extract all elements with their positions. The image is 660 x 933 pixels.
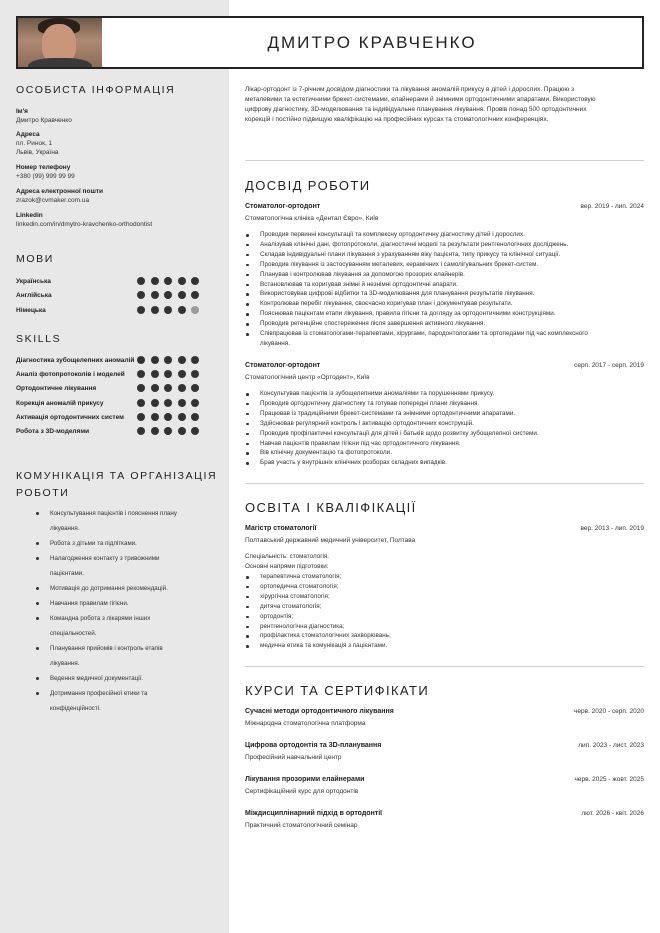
skills-title: SKILLS: [16, 333, 62, 345]
bullet-item: Проводив профілактичні консультації для дітей і батьків щодо розвитку зубощелепної системи.: [260, 429, 644, 439]
summary: [245, 85, 644, 125]
rating-dot: [164, 384, 172, 392]
rating-dot: [137, 277, 145, 285]
rating-dot: [137, 427, 145, 435]
bullet-item: дитяча стоматологія;: [260, 602, 640, 612]
course-org: Практичний стоматологічний семінар: [245, 822, 358, 829]
rating-dot: [164, 356, 172, 364]
course-name: Міждисциплінарний підхід в ортодонтії: [245, 810, 383, 817]
education-directions-label: Основні напрями підготовки:: [245, 562, 329, 570]
address-label: Адреса: [16, 131, 40, 138]
bullet-item: ортодонтія;: [260, 612, 640, 622]
communication-item: лікування.: [50, 525, 80, 532]
email-value[interactable]: zrazok@cvmaker.com.ua: [16, 197, 90, 204]
profile-photo: [18, 18, 102, 67]
bullet-item: Співпрацював із стоматологами-терапевтами, хірургами, пародонтологами та ортопедами під час комплексного: [260, 329, 644, 339]
rating-dot: [151, 277, 159, 285]
rating-dot: [191, 370, 199, 378]
rating-dot: [151, 370, 159, 378]
personal-info-title: ОСОБИСТА ІНФОРМАЦІЯ: [16, 84, 176, 96]
rating-dot: [164, 370, 172, 378]
rating-label: Німецька: [16, 306, 46, 314]
job-header: [245, 203, 644, 213]
communication-title: [16, 470, 217, 499]
rating-dot: [151, 413, 159, 421]
job-company: Стоматологічна клініка «Дентал Євро», Київ: [245, 215, 379, 222]
job-bullets: [260, 389, 644, 468]
bullet-item: Проводив ретенційне спостереження після завершення активного лікування.: [260, 319, 644, 329]
communication-item: Мотивація до дотримання рекомендацій.: [36, 581, 206, 596]
bullet-item: Консультував пацієнтів із зубощелепними аномаліями та порушеннями прикусу.: [260, 389, 644, 399]
communication-item: Консультування пацієнтів і пояснення плану: [36, 506, 206, 521]
rating-dot: [137, 306, 145, 314]
rating-dot: [178, 413, 186, 421]
rating-dot: [178, 291, 186, 299]
personal-address-block: [16, 130, 59, 157]
course-date: черв. 2025 - жовт. 2025: [574, 776, 644, 783]
rating-dot: [178, 277, 186, 285]
communication-item: спеціальностей.: [50, 630, 97, 637]
rating-dot: [137, 384, 145, 392]
rating-dot: [191, 291, 199, 299]
rating-dot: [151, 356, 159, 364]
communication-item: лікування.: [50, 660, 80, 667]
communication-item: Навчання правилам гігієни.: [36, 596, 206, 611]
rating-dots: [137, 306, 205, 324]
rating-label: Активація ортодонтичних систем: [16, 413, 124, 421]
rating-dot: [151, 384, 159, 392]
education-header: [245, 525, 644, 535]
course-date: лип. 2023 - лист. 2023: [578, 742, 644, 749]
rating-dot: [151, 306, 159, 314]
course-name: Цифрова ортодонтія та 3D-планування: [245, 742, 382, 749]
linkedin-label: Linkedin: [16, 212, 43, 219]
course-header: [245, 708, 644, 718]
summary-line: корекцій і постійно підвищую кваліфікацію на професійних курсах та стоматологічних конференціях.: [245, 116, 549, 123]
course-header: [245, 810, 644, 820]
bullet-item: Пояснював пацієнтам етапи лікування, правила гігієни та догляду за ортодонтичними конструкціями.: [260, 309, 644, 319]
education-school: Полтавський державний медичний університет, Полтава: [245, 537, 416, 544]
rating-dot: [164, 413, 172, 421]
rating-dot: [164, 306, 172, 314]
rating-row: [16, 356, 206, 366]
rating-row: [16, 413, 206, 423]
communication-item: пацієнтами.: [50, 570, 84, 577]
course-org: Міжнародна стоматологічна платформа: [245, 720, 366, 727]
course-name: Сучасні методи ортодонтичного лікування: [245, 708, 394, 715]
rating-row: [16, 399, 206, 409]
rating-dot: [191, 384, 199, 392]
bullet-item: Використовував цифрові відбитки та 3D-моделювання для планування результатів лікування.: [260, 289, 644, 299]
rating-dot: [178, 427, 186, 435]
education-details: [245, 552, 329, 572]
summary-line: Лікар-ортодонт із 7-річним досвідом діагностики та лікування аномалій прикусу в дітей і дорослих. Працюю з: [245, 86, 575, 93]
rating-row: [16, 427, 206, 437]
course-date: черв. 2020 - серп. 2020: [574, 708, 644, 715]
rating-row: [16, 370, 206, 380]
rating-dot: [164, 291, 172, 299]
rating-dot: [178, 370, 186, 378]
summary-line: металевими та естетичними брекет-системами, елайнерами й знімними ортодонтичними апаратами. Використовую: [245, 96, 596, 103]
rating-dot: [178, 356, 186, 364]
bullet-item: Навчав пацієнтів правилам гігієни під час ортодонтичного лікування.: [260, 439, 644, 449]
bullet-item: Проводив ортодонтичну діагностику та готував попередні плани лікування.: [260, 399, 644, 409]
bullet-item: Аналізував клінічні дані, фотопротоколи, діагностичні моделі та результати рентгенологічних досліджень.: [260, 240, 644, 250]
phone-value: +380 (99) 999 99 99: [16, 173, 75, 180]
rating-dot: [151, 291, 159, 299]
job-bullets: [260, 230, 644, 349]
bullet-item: лікування.: [260, 339, 290, 347]
rating-dot: [191, 399, 199, 407]
communication-list: [36, 506, 206, 716]
education-specialty: Спеціальність: стоматологія.: [245, 553, 330, 560]
course-header: [245, 742, 644, 752]
communication-item: Командна робота з лікарями інших: [36, 611, 206, 626]
job-date: вер. 2019 - лип. 2024: [580, 203, 644, 210]
linkedin-value[interactable]: linkedin.com/in/dmytro-kravchenko-orthodontist: [16, 221, 153, 228]
rating-dot: [164, 399, 172, 407]
job-header: [245, 362, 644, 372]
rating-row: [16, 306, 206, 316]
rating-label: Робота з 3D-моделями: [16, 428, 90, 435]
course-date: лют. 2026 - квіт. 2026: [581, 810, 644, 817]
education-title: ОСВІТА І КВАЛІФІКАЦІЇ: [245, 500, 417, 515]
summary-line: цифрову діагностику, 3D-моделювання та індивідуальне планування лікування. Провів понад 500 ортодонтичних: [245, 106, 587, 113]
bullet-item: Працював із традиційними брекет-системами та знімними ортодонтичними апаратами.: [260, 409, 644, 419]
rating-dot: [178, 399, 186, 407]
communication-item: Планування прийомів і контроль етапів: [36, 641, 206, 656]
rating-label: Ортодонтичне лікування: [16, 385, 97, 393]
bullet-item: профілактика стоматологічних захворювань;: [260, 631, 640, 641]
bullet-item: хірургічна стоматологія;: [260, 592, 640, 602]
communication-item: Робота з дітьми та підлітками.: [36, 536, 206, 551]
personal-phone-block: [16, 163, 75, 181]
rating-row: [16, 277, 206, 287]
rating-dot: [191, 413, 199, 421]
header: [16, 16, 644, 69]
rating-dot: [137, 399, 145, 407]
rating-row: [16, 291, 206, 301]
course-name: Лікування прозорими елайнерами: [245, 776, 365, 783]
course-header: [245, 776, 644, 786]
bullet-item: Проводив первинні консультації та комплексну ортодонтичну діагностику дітей і дорослих.: [260, 230, 644, 240]
education-degree: Магістр стоматології: [245, 525, 317, 532]
address-line1: пл. Ринок, 1: [16, 140, 53, 147]
rating-dot: [191, 277, 199, 285]
phone-label: Номер телефону: [16, 164, 71, 171]
rating-dot: [137, 413, 145, 421]
rating-dot: [137, 291, 145, 299]
rating-label: Аналіз фотопротоколів і моделей: [16, 371, 125, 379]
bullet-item: Проводив лікування із застосуванням металевих, керамічних і самолігувальних брекет-систем.: [260, 260, 644, 270]
job-company: Стоматологічний центр «Ортодент», Київ: [245, 374, 370, 381]
divider: [245, 666, 644, 667]
rating-dots: [137, 427, 205, 445]
bullet-item: Складав індивідуальні плани лікування з урахуванням віку пацієнта, типу прикусу та клінічної ситуації.: [260, 250, 644, 260]
rating-dot: [151, 427, 159, 435]
bullet-item: Контролював перебіг лікування, своєчасно коригував план і документував результати.: [260, 299, 644, 309]
divider: [245, 483, 644, 484]
rating-dot: [191, 356, 199, 364]
job-role: Стоматолог-ортодонт: [245, 362, 321, 369]
personal-email-block: [16, 187, 103, 205]
communication-item: Налагодження контакту з тривожними: [36, 551, 206, 566]
communication-item: Ведення медичної документації.: [36, 671, 206, 686]
rating-label: Діагностика зубощелепних аномалій: [16, 357, 135, 364]
job-date: серп. 2017 - серп. 2019: [574, 362, 644, 369]
experience-title: ДОСВІД РОБОТИ: [245, 178, 371, 193]
rating-dot: [151, 399, 159, 407]
education-directions: [260, 572, 640, 651]
bullet-item: Встановлював та коригував знімні й незнімні ортодонтичні апарати.: [260, 280, 644, 290]
name-value: Дмитро Кравченко: [16, 117, 72, 124]
communication-title-line1: КОМУНІКАЦІЯ ТА ОРГАНІЗАЦІЯ: [16, 470, 218, 482]
communication-title-line2: РОБОТИ: [16, 487, 70, 499]
personal-linkedin-block: [16, 211, 152, 229]
rating-dot: [178, 306, 186, 314]
course-org: Сертифікаційний курс для ортодонтів: [245, 788, 359, 795]
rating-dot: [191, 306, 199, 314]
bullet-item: рентгенологічна діагностика;: [260, 622, 640, 632]
rating-label: Корекція аномалій прикусу: [16, 399, 104, 407]
candidate-name: ДМИТРО КРАВЧЕНКО: [267, 33, 477, 52]
languages-title: МОВИ: [16, 253, 54, 265]
bullet-item: терапевтична стоматологія;: [260, 572, 640, 582]
rating-dot: [164, 277, 172, 285]
bullet-item: Планував і контролював лікування за допомогою прозорих елайнерів.: [260, 270, 644, 280]
rating-label: Українська: [16, 278, 51, 285]
bullet-item: Вів клінічну документацію та фотопротоколи.: [260, 448, 644, 458]
rating-dot: [191, 427, 199, 435]
rating-dot: [178, 384, 186, 392]
bullet-item: Брав участь у внутрішніх клінічних розборах складних випадків.: [260, 458, 644, 468]
divider: [245, 160, 644, 161]
address-line2: Львів, Україна: [16, 149, 59, 156]
email-label: Адреса електронної пошти: [16, 188, 104, 195]
education-date: вер. 2013 - лип. 2019: [580, 525, 644, 532]
communication-item: конфіденційності.: [50, 705, 101, 712]
bullet-item: ортопедична стоматологія;: [260, 582, 640, 592]
name-label: Ім'я: [16, 108, 28, 115]
bullet-item: Здійснював регулярний контроль і активацію ортодонтичних конструкцій.: [260, 419, 644, 429]
rating-dot: [137, 370, 145, 378]
rating-dot: [137, 356, 145, 364]
job-role: Стоматолог-ортодонт: [245, 203, 321, 210]
rating-dot: [164, 427, 172, 435]
communication-item: Дотримання професійної етики та: [36, 686, 206, 701]
course-org: Професійний навчальний центр: [245, 754, 342, 761]
rating-label: Англійська: [16, 292, 52, 300]
personal-name-block: [16, 107, 72, 125]
rating-row: [16, 384, 206, 394]
courses-title: КУРСИ ТА СЕРТИФІКАТИ: [245, 683, 430, 698]
bullet-item: медична етика та комунікація з пацієнтами.: [260, 641, 640, 651]
